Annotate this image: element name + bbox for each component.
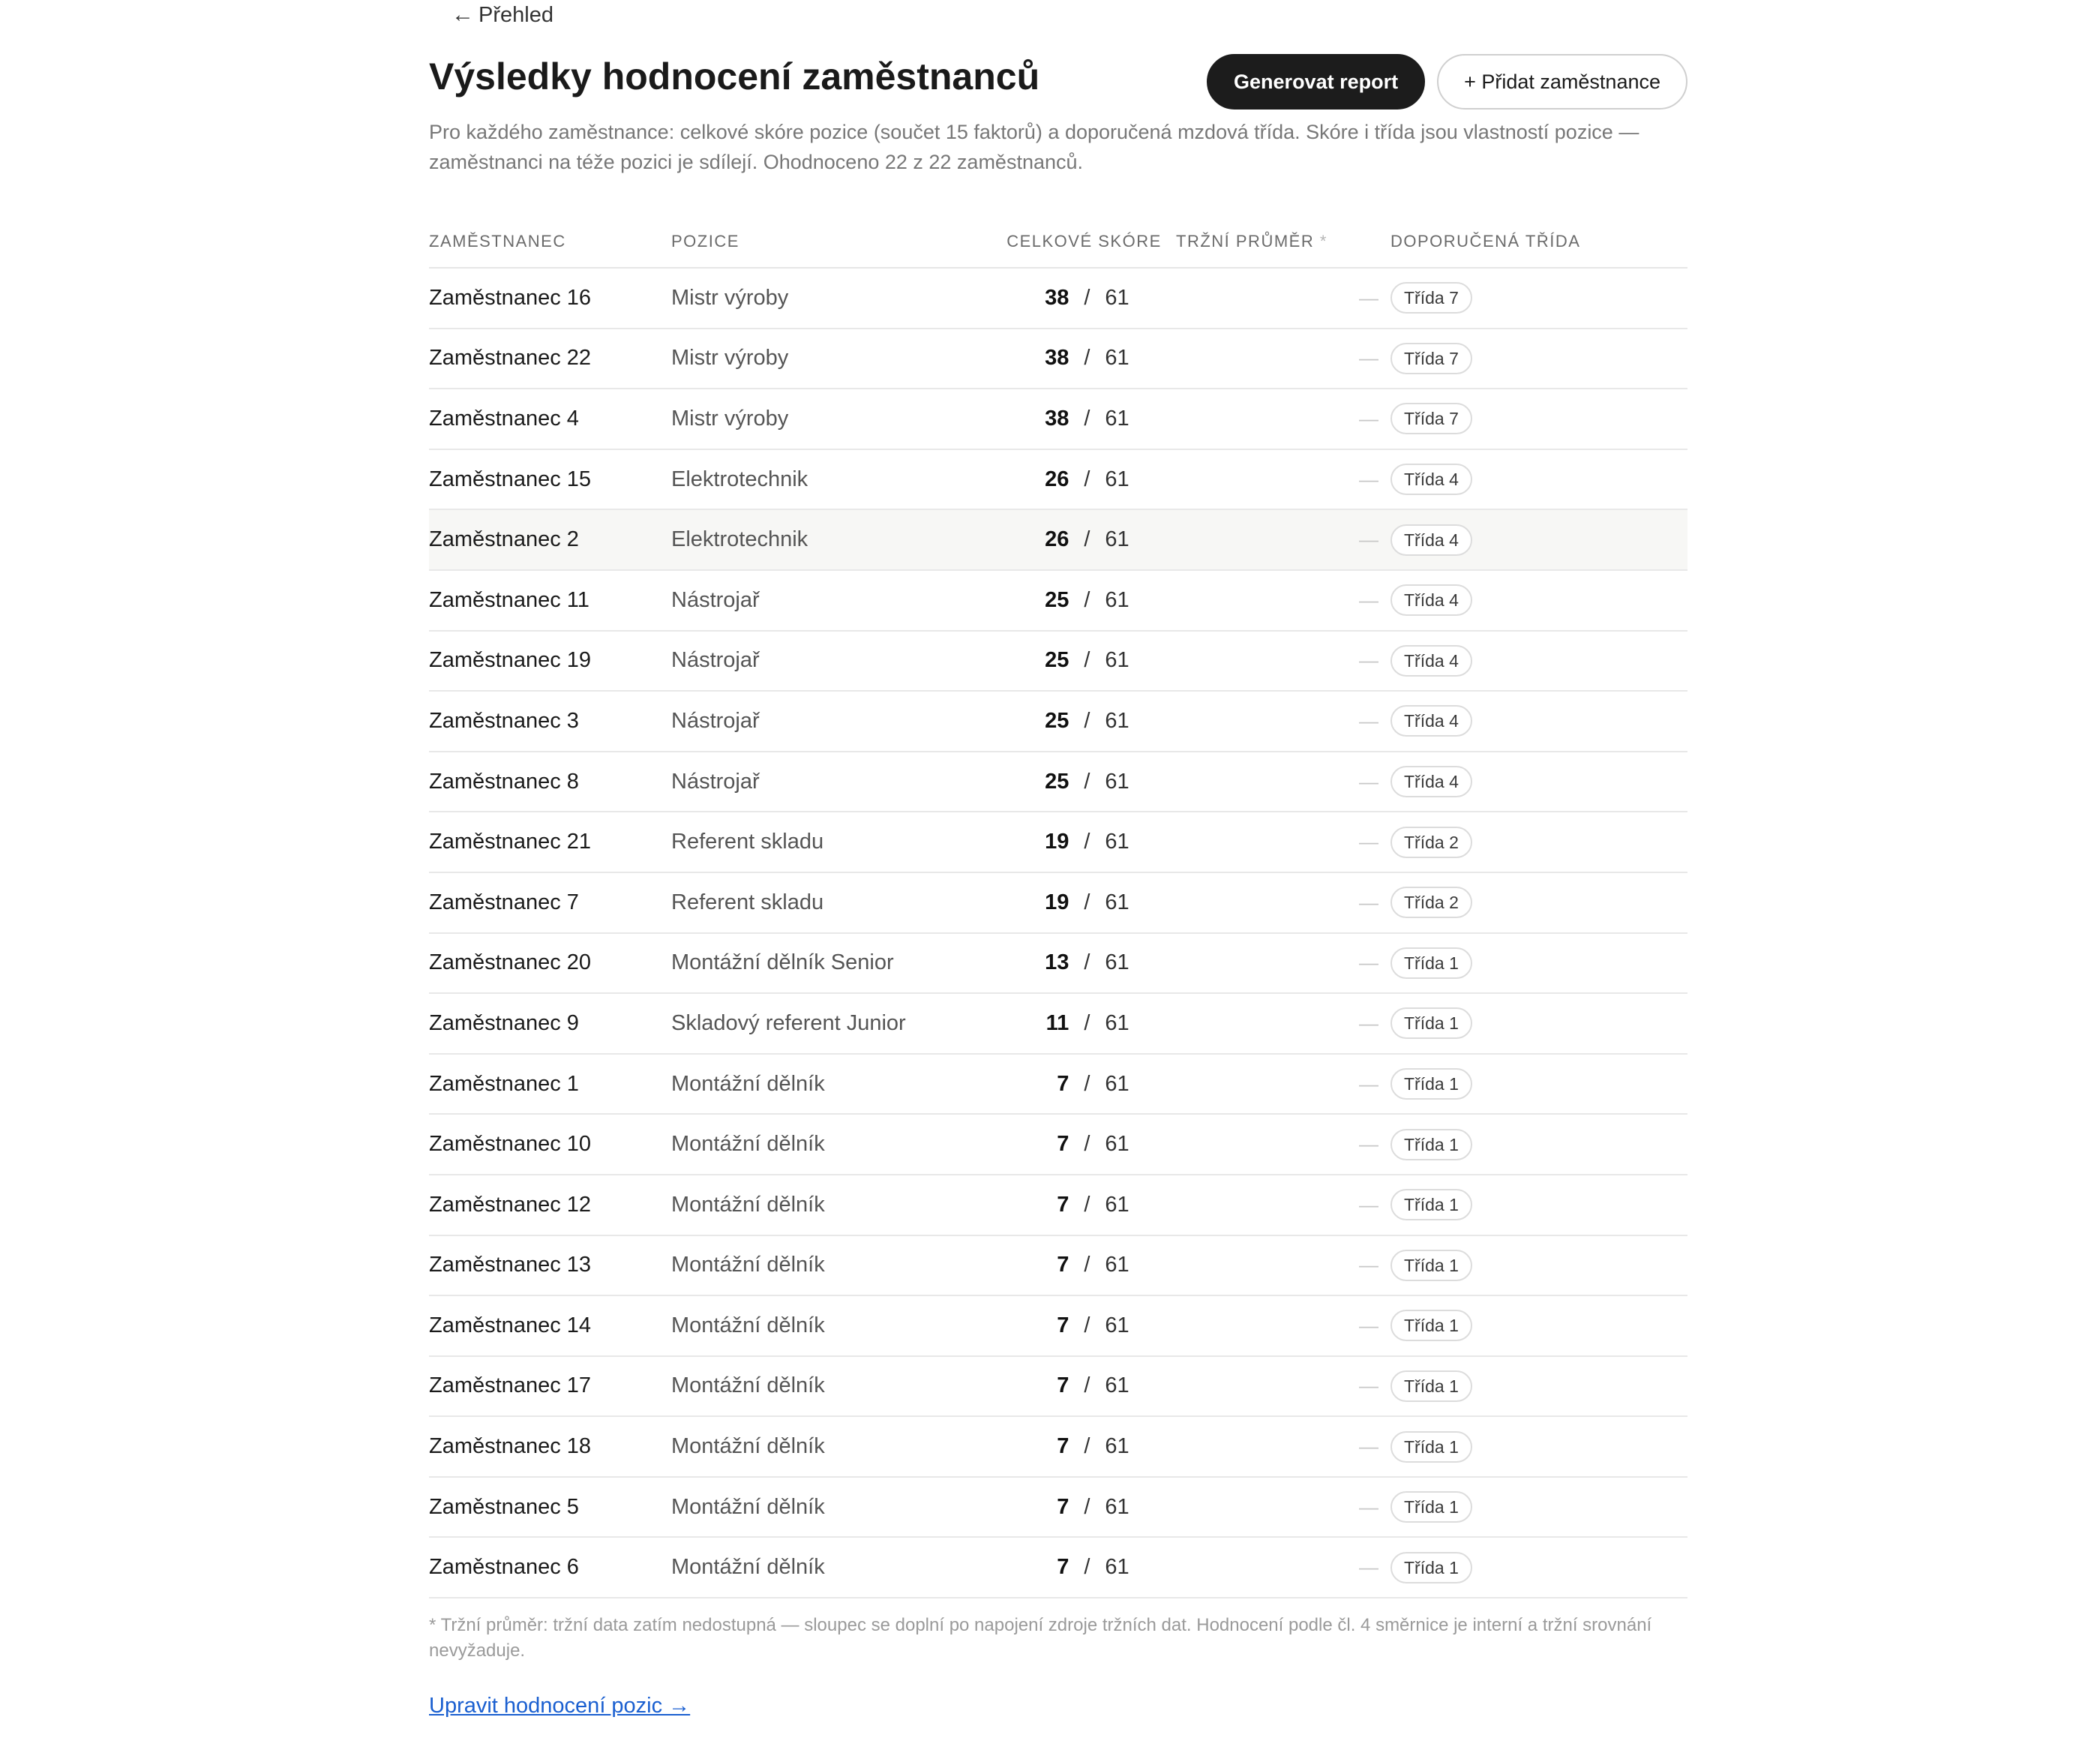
score-separator: /: [1084, 1192, 1090, 1217]
class-badge: Třída 1: [1390, 1431, 1472, 1463]
table-row[interactable]: [429, 1175, 1688, 1236]
score-max: 61: [1105, 1434, 1130, 1459]
recommended-class-cell: [1390, 1068, 1688, 1100]
score-separator: /: [1084, 708, 1090, 733]
position-name: Nástrojař: [671, 769, 760, 794]
recommended-class-cell: [1390, 1491, 1688, 1523]
market-average: —: [1359, 528, 1378, 551]
table-row[interactable]: [429, 692, 1688, 752]
score-max: 61: [1105, 1555, 1130, 1580]
score-value: 38: [1045, 346, 1070, 371]
employee-name: Zaměstnanec 2: [429, 527, 579, 552]
class-badge: Třída 2: [1390, 827, 1472, 858]
score-value: 26: [1045, 467, 1070, 491]
score-max: 61: [1105, 406, 1130, 431]
table-row[interactable]: [429, 1357, 1688, 1418]
recommended-class-cell: [1390, 1310, 1688, 1341]
position-name: Referent skladu: [671, 890, 824, 914]
table-row[interactable]: [429, 389, 1688, 450]
market-average: —: [1359, 830, 1378, 854]
column-header-market-label: TRŽNÍ PRŮMĚR: [1176, 232, 1315, 251]
score-separator: /: [1084, 1071, 1090, 1096]
score-max: 61: [1105, 1010, 1130, 1035]
class-badge: Třída 1: [1390, 1310, 1472, 1341]
score-max: 61: [1105, 1373, 1130, 1398]
recommended-class-cell: [1390, 524, 1688, 556]
score-value: 19: [1045, 890, 1070, 914]
table-row[interactable]: [429, 1417, 1688, 1478]
market-average: —: [1359, 1011, 1378, 1034]
recommended-class-cell: [1390, 1552, 1688, 1583]
total-score: [992, 1434, 1176, 1459]
class-badge: Třída 7: [1390, 343, 1472, 374]
position-name: Elektrotechnik: [671, 527, 808, 552]
position-name: Montážní dělník Senior: [671, 950, 894, 975]
score-separator: /: [1084, 587, 1090, 612]
score-separator: /: [1084, 648, 1090, 673]
score-max: 61: [1105, 527, 1130, 552]
total-score: [992, 1313, 1176, 1338]
total-score: [992, 527, 1176, 552]
recommended-class-cell: [1390, 1370, 1688, 1402]
score-value: 7: [1057, 1373, 1070, 1398]
class-badge: Třída 4: [1390, 584, 1472, 616]
employee-name: Zaměstnanec 17: [429, 1373, 592, 1398]
score-max: 61: [1105, 1253, 1130, 1277]
score-max: 61: [1105, 346, 1130, 371]
column-header-employee[interactable]: ZAMĚSTNANEC: [429, 232, 566, 251]
header-actions: [1207, 54, 1688, 110]
recommended-class-cell: [1390, 766, 1688, 797]
recommended-class-cell: [1390, 584, 1688, 616]
score-separator: /: [1084, 1132, 1090, 1157]
score-value: 11: [1046, 1010, 1070, 1035]
score-max: 61: [1105, 708, 1130, 733]
recommended-class-cell: [1390, 645, 1688, 677]
employee-name: Zaměstnanec 12: [429, 1192, 592, 1217]
table-row[interactable]: [429, 934, 1688, 995]
recommended-class-cell: [1390, 1189, 1688, 1220]
employee-name: Zaměstnanec 6: [429, 1555, 579, 1580]
generate-report-button[interactable]: Generovat report: [1207, 54, 1425, 110]
page-title: Výsledky hodnocení zaměstnanců: [429, 56, 1040, 98]
total-score: [992, 286, 1176, 311]
class-badge: Třída 1: [1390, 947, 1472, 979]
position-name: Mistr výroby: [671, 285, 789, 310]
table-row[interactable]: [429, 450, 1688, 511]
score-separator: /: [1084, 950, 1090, 975]
position-name: Skladový referent Junior: [671, 1010, 906, 1035]
score-value: 19: [1045, 830, 1070, 854]
table-row[interactable]: [429, 994, 1688, 1055]
score-separator: /: [1084, 346, 1090, 371]
market-average: —: [1359, 347, 1378, 370]
class-badge: Třída 7: [1390, 282, 1472, 314]
employee-name: Zaměstnanec 15: [429, 467, 592, 491]
score-value: 7: [1057, 1434, 1070, 1459]
results-table: [429, 216, 1688, 1598]
total-score: [992, 1495, 1176, 1520]
table-row[interactable]: [429, 571, 1688, 632]
score-value: 7: [1057, 1192, 1070, 1217]
market-average: —: [1359, 407, 1378, 430]
score-max: 61: [1105, 769, 1130, 794]
score-value: 7: [1057, 1555, 1070, 1580]
table-row[interactable]: [429, 1115, 1688, 1175]
score-max: 61: [1105, 1071, 1130, 1096]
total-score: [992, 1555, 1176, 1580]
table-row[interactable]: [429, 269, 1688, 329]
class-badge: Třída 1: [1390, 1129, 1472, 1160]
column-header-market[interactable]: [1176, 232, 1390, 251]
total-score: [992, 830, 1176, 854]
position-name: Montážní dělník: [671, 1192, 825, 1217]
back-arrow-icon: ←: [452, 2, 474, 27]
recommended-class-cell: [1390, 947, 1688, 979]
employee-name: Zaměstnanec 21: [429, 830, 592, 854]
score-separator: /: [1084, 1010, 1090, 1035]
recommended-class-cell: [1390, 403, 1688, 434]
class-badge: Třída 4: [1390, 464, 1472, 495]
recommended-class-cell: [1390, 827, 1688, 858]
score-max: 61: [1105, 587, 1130, 612]
add-employee-button[interactable]: + Přidat zaměstnance: [1437, 54, 1688, 110]
score-max: 61: [1105, 1192, 1130, 1217]
score-separator: /: [1084, 1494, 1090, 1519]
market-average: —: [1359, 1556, 1378, 1579]
table-row[interactable]: [429, 1055, 1688, 1115]
market-average: —: [1359, 649, 1378, 672]
table-row[interactable]: [429, 329, 1688, 390]
table-row[interactable]: [429, 873, 1688, 934]
total-score: [992, 890, 1176, 915]
score-separator: /: [1084, 830, 1090, 854]
total-score: [992, 1072, 1176, 1097]
employee-name: Zaměstnanec 1: [429, 1071, 579, 1096]
score-max: 61: [1105, 1313, 1130, 1337]
score-value: 25: [1045, 708, 1070, 733]
recommended-class-cell: [1390, 887, 1688, 918]
class-badge: Třída 4: [1390, 705, 1472, 737]
position-name: Elektrotechnik: [671, 467, 808, 491]
score-value: 25: [1045, 648, 1070, 673]
score-max: 61: [1105, 1132, 1130, 1157]
table-row[interactable]: [429, 510, 1688, 571]
table-row[interactable]: [429, 1478, 1688, 1538]
market-average: —: [1359, 1253, 1378, 1277]
table-row[interactable]: [429, 1236, 1688, 1297]
total-score: [992, 648, 1176, 673]
score-separator: /: [1084, 527, 1090, 552]
class-badge: Třída 1: [1390, 1068, 1472, 1100]
market-average: —: [1359, 1193, 1378, 1216]
position-name: Montážní dělník: [671, 1555, 825, 1580]
employee-name: Zaměstnanec 3: [429, 708, 579, 733]
employee-name: Zaměstnanec 11: [429, 587, 590, 612]
position-name: Montážní dělník: [671, 1132, 825, 1157]
score-separator: /: [1084, 406, 1090, 431]
total-score: [992, 950, 1176, 975]
position-name: Montážní dělník: [671, 1434, 825, 1459]
employee-name: Zaměstnanec 22: [429, 346, 592, 371]
score-max: 61: [1105, 1494, 1130, 1519]
table-row[interactable]: [429, 632, 1688, 692]
back-link[interactable]: [452, 0, 554, 30]
market-average: —: [1359, 890, 1378, 914]
employee-name: Zaměstnanec 10: [429, 1132, 592, 1157]
total-score: [992, 1193, 1176, 1217]
class-badge: Třída 4: [1390, 524, 1472, 556]
recommended-class-cell: [1390, 1007, 1688, 1039]
employee-name: Zaměstnanec 7: [429, 890, 579, 914]
score-value: 7: [1057, 1313, 1070, 1337]
position-name: Mistr výroby: [671, 346, 789, 371]
recommended-class-cell: [1390, 282, 1688, 314]
class-badge: Třída 1: [1390, 1189, 1472, 1220]
employee-name: Zaměstnanec 8: [429, 769, 579, 794]
class-badge: Třída 1: [1390, 1007, 1472, 1039]
table-row[interactable]: [429, 812, 1688, 873]
class-badge: Třída 4: [1390, 766, 1472, 797]
class-badge: Třída 2: [1390, 887, 1472, 918]
market-average: —: [1359, 286, 1378, 309]
recommended-class-cell: [1390, 1431, 1688, 1463]
score-max: 61: [1105, 890, 1130, 914]
class-badge: Třída 1: [1390, 1552, 1472, 1583]
score-max: 61: [1105, 950, 1130, 975]
score-value: 25: [1045, 769, 1070, 794]
score-separator: /: [1084, 890, 1090, 914]
score-separator: /: [1084, 1373, 1090, 1398]
score-value: 38: [1045, 406, 1070, 431]
score-value: 7: [1057, 1494, 1070, 1519]
position-name: Montážní dělník: [671, 1373, 825, 1398]
position-name: Referent skladu: [671, 830, 824, 854]
score-value: 13: [1045, 950, 1070, 975]
column-header-class[interactable]: DOPORUČENÁ TŘÍDA: [1390, 232, 1581, 251]
score-separator: /: [1084, 1434, 1090, 1459]
recommended-class-cell: [1390, 705, 1688, 737]
position-name: Montážní dělník: [671, 1494, 825, 1519]
footnote-asterisk: *: [1319, 232, 1328, 251]
column-header-position[interactable]: POZICE: [671, 232, 740, 251]
employee-name: Zaměstnanec 16: [429, 285, 592, 310]
score-value: 7: [1057, 1071, 1070, 1096]
score-max: 61: [1105, 285, 1130, 310]
market-average: —: [1359, 770, 1378, 793]
class-badge: Třída 7: [1390, 403, 1472, 434]
score-separator: /: [1084, 1313, 1090, 1337]
total-score: [992, 346, 1176, 371]
employee-name: Zaměstnanec 9: [429, 1010, 579, 1035]
market-average: —: [1359, 1374, 1378, 1397]
column-header-score[interactable]: CELKOVÉ SKÓRE: [1006, 232, 1162, 251]
page-description: Pro každého zaměstnance: celkové skóre pozice (součet 15 faktorů) a doporučená mzdová třída. Skóre i třída jsou vlastností pozice — zaměstnanci na téže pozici je sdílejí. Ohodnoceno 22 z 22 zaměstnanců.: [429, 121, 1640, 173]
score-separator: /: [1084, 467, 1090, 491]
position-name: Montážní dělník: [671, 1071, 825, 1096]
position-name: Montážní dělník: [671, 1253, 825, 1277]
table-body: [429, 269, 1688, 1598]
total-score: [992, 467, 1176, 492]
employee-name: Zaměstnanec 14: [429, 1313, 592, 1337]
score-max: 61: [1105, 648, 1130, 673]
position-name: Nástrojař: [671, 587, 760, 612]
score-separator: /: [1084, 769, 1090, 794]
market-average: —: [1359, 709, 1378, 732]
score-max: 61: [1105, 830, 1130, 854]
market-average: —: [1359, 1133, 1378, 1156]
table-row[interactable]: [429, 752, 1688, 813]
total-score: [992, 407, 1176, 431]
market-average: —: [1359, 1313, 1378, 1337]
employee-name: Zaměstnanec 20: [429, 950, 592, 975]
market-average: —: [1359, 1435, 1378, 1458]
back-link-label: Přehled: [478, 3, 554, 27]
score-separator: /: [1084, 1555, 1090, 1580]
employee-name: Zaměstnanec 19: [429, 648, 592, 673]
table-header: [429, 216, 1688, 269]
recommended-class-cell: [1390, 1129, 1688, 1160]
score-value: 38: [1045, 285, 1070, 310]
class-badge: Třída 1: [1390, 1250, 1472, 1281]
edit-position-ratings-link[interactable]: Upravit hodnocení pozic →: [429, 1694, 691, 1718]
score-value: 25: [1045, 587, 1070, 612]
recommended-class-cell: [1390, 464, 1688, 495]
score-max: 61: [1105, 467, 1130, 491]
position-name: Montážní dělník: [671, 1313, 825, 1337]
employee-name: Zaměstnanec 18: [429, 1434, 592, 1459]
class-badge: Třída 1: [1390, 1491, 1472, 1523]
position-name: Mistr výroby: [671, 406, 789, 431]
total-score: [992, 770, 1176, 794]
table-row[interactable]: [429, 1538, 1688, 1598]
position-name: Nástrojař: [671, 648, 760, 673]
class-badge: Třída 1: [1390, 1370, 1472, 1402]
total-score: [992, 588, 1176, 613]
total-score: [992, 1373, 1176, 1398]
market-average: —: [1359, 588, 1378, 611]
score-value: 26: [1045, 527, 1070, 552]
employee-name: Zaměstnanec 4: [429, 406, 579, 431]
market-average: —: [1359, 951, 1378, 974]
table-row[interactable]: [429, 1296, 1688, 1357]
score-value: 7: [1057, 1253, 1070, 1277]
employee-name: Zaměstnanec 13: [429, 1253, 592, 1277]
employee-name: Zaměstnanec 5: [429, 1494, 579, 1519]
recommended-class-cell: [1390, 1250, 1688, 1281]
total-score: [992, 1011, 1176, 1036]
market-average: —: [1359, 1072, 1378, 1095]
market-footnote: * Tržní průměr: tržní data zatím nedostupná — sloupec se doplní po napojení zdroje tržních dat. Hodnocení podle čl. 4 směrnice je interní a tržní srovnání nevyžaduje.: [429, 1615, 1652, 1661]
position-name: Nástrojař: [671, 708, 760, 733]
market-average: —: [1359, 1495, 1378, 1518]
score-value: 7: [1057, 1132, 1070, 1157]
score-separator: /: [1084, 1253, 1090, 1277]
total-score: [992, 1132, 1176, 1157]
recommended-class-cell: [1390, 343, 1688, 374]
market-average: —: [1359, 467, 1378, 491]
class-badge: Třída 4: [1390, 645, 1472, 677]
total-score: [992, 709, 1176, 734]
score-separator: /: [1084, 285, 1090, 310]
total-score: [992, 1253, 1176, 1277]
